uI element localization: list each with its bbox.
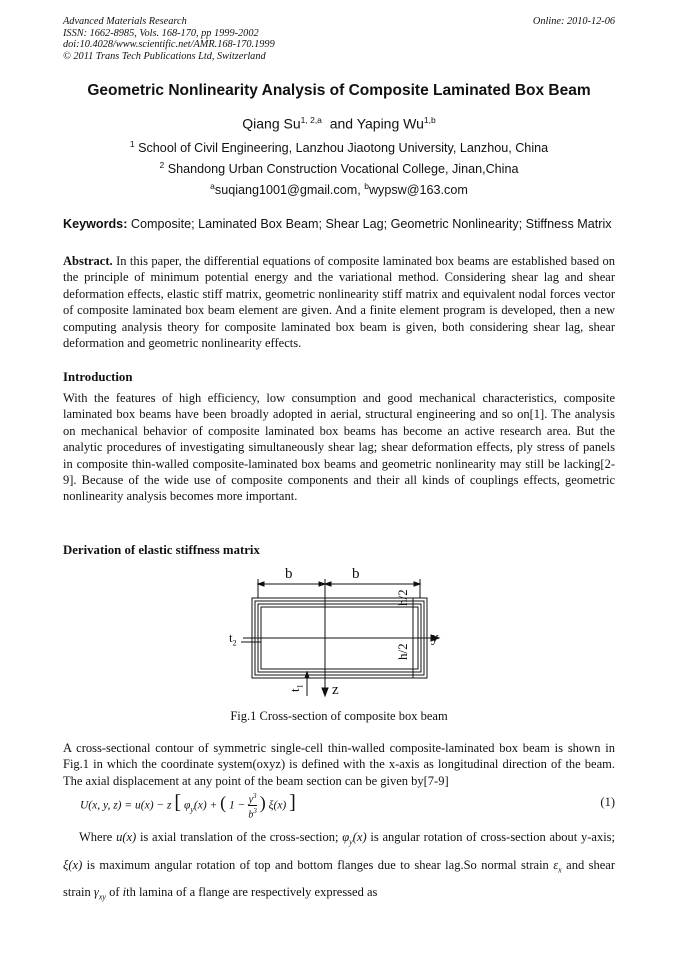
where-u: u(x) — [116, 830, 137, 844]
copyright-line: © 2011 Trans Tech Publications Ltd, Switzerland — [63, 50, 266, 62]
keywords-label: Keywords: — [63, 217, 128, 231]
where-i: i — [122, 885, 127, 899]
where-text: th lamina of a flange are respectively expressed as — [126, 885, 378, 899]
paper-title: Geometric Nonlinearity Analysis of Composite Laminated Box Beam — [87, 82, 591, 99]
eq1-phi: φ — [183, 799, 191, 812]
label-z: z — [332, 682, 339, 698]
label-t1-sub: 1 — [295, 684, 305, 689]
arrow — [325, 582, 331, 586]
affiliation-2 — [0, 160, 678, 176]
eq1-lhs: U(x, y, z) = u(x) − z — [80, 799, 172, 812]
affiliation-1-text: School of Civil Engineering, Lanzhou Jiaotong University, Lanzhou, China — [138, 141, 549, 156]
affiliation-2-text: Shandong Urban Construction Vocational College, Jinan,China — [167, 162, 519, 177]
label-h-top — [395, 589, 411, 606]
eq1-b3: b — [248, 809, 254, 821]
label-h-bottom-text: h/2 — [395, 643, 410, 660]
eq1-y3: y — [248, 794, 254, 806]
section2-heading: Derivation of elastic stiffness matrix — [63, 543, 260, 557]
label-t2 — [229, 630, 237, 648]
where-eps — [553, 858, 562, 872]
eq1-bracket-close: ] — [289, 791, 296, 814]
where-gamma-sym: γ — [93, 885, 99, 899]
figure-1 — [225, 568, 455, 707]
journal-name: Advanced Materials Research — [63, 16, 187, 27]
where-text: and shear strain — [63, 857, 615, 899]
where-text: strain — [521, 857, 549, 872]
affiliation-1 — [0, 139, 678, 155]
keywords — [63, 217, 618, 231]
eq1-bracket-open: [ — [174, 791, 182, 814]
author-1-sup: 1, 2,a — [300, 115, 322, 125]
where-text: is angular rotation of cross-section — [370, 830, 546, 844]
equation-1 — [80, 791, 296, 821]
where-phi-arg: (x) — [352, 830, 367, 844]
where-phi-sub: y — [349, 837, 353, 847]
abstract-label: Abstract. — [63, 254, 113, 268]
abstract — [63, 253, 615, 351]
author-line — [0, 115, 678, 132]
where-text: about y-axis; — [549, 830, 616, 844]
email-a[interactable]: suqiang1001@gmail.com, — [214, 183, 361, 198]
section2-text: A cross-sectional contour of symmetric single-cell thin-walled composite-laminated box beam is shown in Fig.1 in which the coordinate system(oxyz) is defined with the x-axis as longitudinal direction of the beam. The axial displacement at any point of the beam section can be given by[7-9] — [63, 741, 615, 788]
author-1: Qiang Su — [242, 115, 301, 132]
where-text: is maximum angular rotation of top and bottom flanges due to shear lag.So normal — [86, 857, 517, 872]
journal-header — [63, 16, 275, 62]
eq1-paren-open: ( — [220, 792, 227, 813]
where-phi — [342, 830, 367, 847]
eq1-fraction — [248, 791, 257, 821]
eq1-arg: (x) + — [193, 799, 218, 812]
t1-arrow — [305, 672, 309, 678]
arrow — [414, 582, 420, 586]
doi-line: doi:10.4028/www.scientific.net/AMR.168-170.1999 — [63, 39, 275, 51]
author-2: Yaping Wu — [356, 115, 424, 132]
author-and: and — [329, 115, 354, 132]
where-eps-sub: x — [558, 865, 562, 874]
label-h-bottom — [395, 643, 411, 660]
label-t2-sub: 2 — [232, 638, 237, 648]
label-b-left: b — [285, 566, 293, 582]
where-text: of — [109, 885, 120, 899]
label-t1 — [287, 684, 305, 692]
where-text: Where — [79, 830, 113, 844]
where-gamma — [93, 885, 106, 902]
where-eps-sym: ε — [553, 857, 559, 872]
eq1-fraction-den — [248, 806, 257, 820]
issn-line: ISSN: 1662-8985, Vols. 168-170, pp 1999-2002 — [63, 27, 259, 39]
figure-caption: Fig.1 Cross-section of composite box beam — [230, 709, 448, 723]
email-a-sup: a — [210, 181, 215, 191]
abstract-text: In this paper, the differential equations of composite laminated box beams are established based on the principle of minimum potential energy and the variational method. Considering shear lag and shear deformation effects, elastic stiff matrix, geometric nonlinearity stiff matrix and equivalent nodal forces vector of composite laminated box beam element are given. And a finite element program is developed, then a new computing analysis theory for composite laminated box beam is given, both considering shear lag, shear deformation and geometric nonlinearity effects. — [63, 254, 615, 351]
equation-1-number: (1) — [600, 795, 615, 809]
email-b-sup: b — [364, 181, 369, 191]
eq1-phi-sub: y — [190, 804, 194, 814]
label-b-right: b — [352, 566, 360, 582]
email-line — [0, 181, 678, 197]
affiliation-1-sup: 1 — [129, 139, 135, 149]
z-arrow — [322, 688, 328, 696]
label-h-top-text: h/2 — [395, 589, 410, 606]
label-t2-text: t — [229, 630, 233, 645]
where-gamma-sub: xy — [98, 892, 106, 902]
eq1-b3-sup: 3 — [253, 807, 257, 816]
intro-heading: Introduction — [63, 370, 133, 384]
author-2-sup: 1,b — [423, 115, 436, 125]
label-y: y — [431, 630, 439, 646]
label-t1-text: t — [287, 688, 302, 692]
affiliation-2-sup: 2 — [159, 160, 165, 170]
eq1-xi: ξ(x) — [268, 799, 287, 812]
keywords-text: Composite; Laminated Box Beam; Shear Lag; Geometric Nonlinearity; Stiffness Matrix — [130, 217, 612, 231]
online-date: Online: 2010-12-06 — [532, 16, 615, 27]
eq1-one-minus: 1 − — [229, 799, 246, 812]
where-phi-sym: φ — [342, 830, 350, 844]
email-b[interactable]: wypsw@163.com — [368, 183, 468, 198]
arrow — [258, 582, 264, 586]
where-paragraph — [63, 826, 615, 909]
intro-text: With the features of high efficiency, low consumption and good mechanical characteristics, composite laminated box beams have been broadly adopted in aerial, structural engineering and so on[1]. The analysis on mechanical behavior of composite laminated box beams has become an active research area. But the analytic procedures of investigating simultaneously shear lag; shear deformation effects, ply stress of panels in composite thin-walled composite-laminated box beams and geometric nonlinearity may still be lacking[2-9]. Because of the wide use of composite components and their all kinds of couplings effects, geometric nonlinearity analysis becomes more important. — [63, 391, 615, 504]
eq1-fraction-num — [248, 791, 257, 806]
box-beam-cross-section — [225, 568, 455, 702]
eq1-y3-sup: 3 — [253, 792, 257, 800]
where-xi: ξ(x) — [63, 857, 83, 872]
where-text: is axial translation of the cross-section; — [139, 830, 339, 844]
eq1-paren-close: ) — [259, 792, 266, 813]
